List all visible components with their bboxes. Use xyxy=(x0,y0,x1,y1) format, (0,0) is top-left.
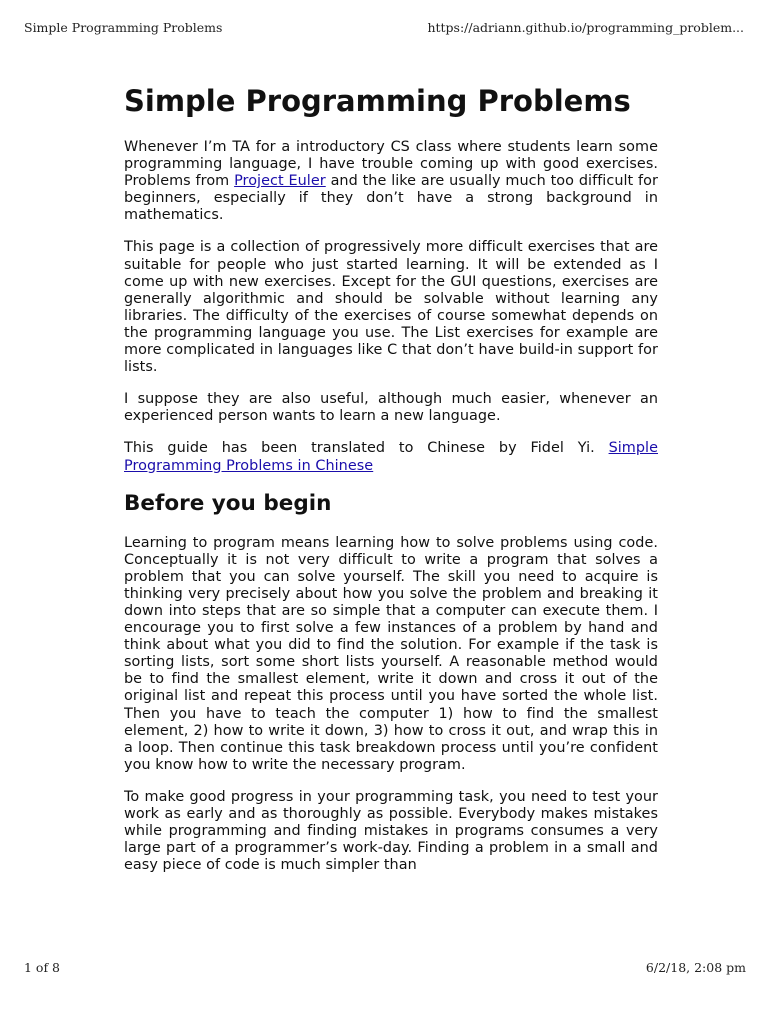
intro-paragraph-3: I suppose they are also useful, although much easier, whenever an experienced person wants to learn a new language. xyxy=(124,391,658,425)
print-header xyxy=(24,20,744,38)
article-content xyxy=(124,84,658,930)
intro-p1-text-before: Whenever I’m TA for a introductory CS class where students learn some programming language, I have trouble coming up with good exercises. Problems from xyxy=(124,139,658,190)
intro-paragraph-1 xyxy=(124,139,658,224)
intro-p4-text-before: This guide has been translated to Chinese by Fidel Yi. xyxy=(124,440,609,457)
section-heading-before-you-begin: Before you begin xyxy=(124,490,332,516)
print-footer xyxy=(24,960,746,978)
section1-paragraph-1: Learning to program means learning how to solve problems using code. Conceptually it is not very difficult to write a program that solves a problem that you can solve yourself. The skill you need to acquire is thinking very precisely about how you solve the problem and breaking it down into steps that are so simple that a computer can execute them. I encourage you to first solve a few instances of a problem by hand and think about what you did to find the solution. For example if the task is sorting lists, sort some short lists yourself. A reasonable method would be to find the smallest element, write it down and cross it out of the original list and repeat this process until you have sorted the whole list. Then you have to teach the computer 1) how to find the smallest element, 2) how to write it down, 3) how to cross it out, and wrap this in a loop. Then continue this task breakdown process until you’re confident you know how to write the necessary program. xyxy=(124,534,658,773)
section1-paragraph-2: To make good progress in your programming task, you need to test your work as early and as thoroughly as possible. Everybody makes mistakes while programming and finding mistakes in programs consumes a very large part of a programmer’s work-day. Finding a problem in a small and easy piece of code is much simpler than xyxy=(124,788,658,874)
intro-paragraph-4 xyxy=(124,440,658,474)
intro-paragraph-2: This page is a collection of progressively more difficult exercises that are suitable for people who just started learning. It will be extended as I come up with new exercises. Except for the GUI questions, exercises are generally algorithmic and should be solvable without learning any libraries. The difficulty of the exercises of course somewhat depends on the programming language you use. The List exercises for example are more complicated in languages like C that don’t have build-in support for lists. xyxy=(124,239,658,376)
print-datetime: 6/2/18, 2:08 pm xyxy=(645,960,746,975)
chinese-translation-link[interactable]: Simple Programming Problems in Chinese xyxy=(124,440,658,474)
page-number: 1 of 8 xyxy=(24,960,61,975)
page-title: Simple Programming Problems xyxy=(124,84,631,118)
print-header-url: https://adriann.github.io/programming_problem... xyxy=(427,20,744,35)
print-header-title: Simple Programming Problems xyxy=(24,20,223,35)
intro-p1-text-after: and the like are usually much too difficult for beginners, especially if they don’t have a strong background in mathematics. xyxy=(124,173,658,224)
project-euler-link[interactable]: Project Euler xyxy=(234,173,326,190)
